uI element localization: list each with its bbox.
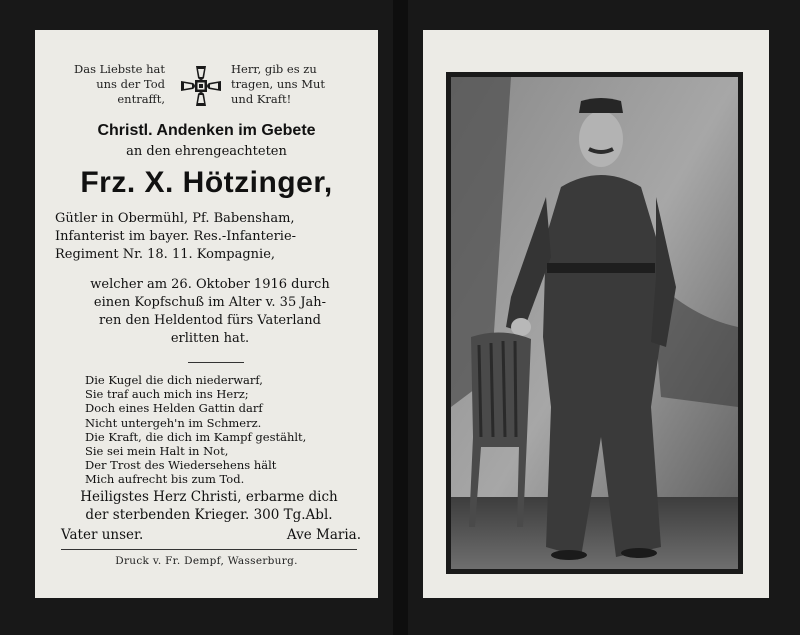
death-notice bbox=[55, 276, 365, 348]
verse-right bbox=[231, 62, 371, 107]
poem-line: Der Trost des Wiedersehens hält bbox=[85, 458, 277, 473]
description-line: Gütler in Obermühl, Pf. Babensham, bbox=[55, 211, 295, 226]
poem-line: Nicht untergeh'n im Schmerz. bbox=[85, 415, 262, 430]
verse-right-line: tragen, uns Mut bbox=[231, 77, 326, 91]
death-line: ren den Heldentod fürs Vaterland bbox=[99, 313, 321, 328]
verse-left-line: entrafft, bbox=[117, 92, 165, 106]
description-line: Infanterist im bayer. Res.-Infanterie- bbox=[55, 229, 297, 244]
ave-maria: Ave Maria. bbox=[286, 527, 361, 543]
verse-left-line: Das Liebste hat bbox=[74, 62, 165, 76]
poem-line: Sie traf auch mich ins Herz; bbox=[85, 387, 249, 402]
prayer-indulgence bbox=[59, 488, 359, 524]
deceased-name: Frz. X. Hötzinger, bbox=[80, 166, 333, 199]
poem-line: Die Kraft, die dich im Kampf gestählt, bbox=[85, 429, 307, 444]
andenken-heading: Christl. Andenken im Gebete bbox=[97, 122, 316, 139]
iron-cross-icon bbox=[179, 64, 223, 108]
death-line: erlitten hat. bbox=[170, 331, 250, 346]
ehren-line: an den ehrengeachteten bbox=[126, 144, 287, 159]
card-header bbox=[35, 60, 378, 120]
prayer-line: Heiligstes Herz Christi, erbarme dich bbox=[80, 489, 338, 505]
poem-line: Sie sei mein Halt in Not, bbox=[85, 444, 229, 459]
description-line: Regiment Nr. 18. 11. Kompagnie, bbox=[55, 247, 276, 262]
memorial-card-text-panel bbox=[35, 30, 378, 598]
deceased-description bbox=[55, 210, 365, 264]
verse-left bbox=[45, 62, 165, 107]
poem-line: Doch eines Helden Gattin darf bbox=[85, 401, 263, 416]
verse-right-line: und Kraft! bbox=[231, 92, 292, 106]
prayer-line: der sterbenden Krieger. 300 Tg.Abl. bbox=[85, 507, 333, 523]
verse-right-line: Herr, gib es zu bbox=[231, 62, 317, 76]
soldier-portrait bbox=[451, 77, 738, 569]
vater-unser: Vater unser. bbox=[61, 527, 144, 543]
poem-line: Mich aufrecht bis zum Tod. bbox=[85, 472, 245, 487]
poem-line: Die Kugel die dich niederwarf, bbox=[85, 373, 263, 387]
divider-long bbox=[61, 549, 357, 550]
verse-left-line: uns der Tod bbox=[96, 77, 165, 91]
card-fold bbox=[393, 0, 408, 635]
soldier-portrait-image bbox=[451, 77, 738, 569]
divider-short bbox=[188, 362, 244, 363]
death-line: einen Kopfschuß im Alter v. 35 Jah- bbox=[93, 295, 327, 310]
printer-credit: Druck v. Fr. Dempf, Wasserburg. bbox=[115, 555, 298, 567]
death-line: welcher am 26. Oktober 1916 durch bbox=[90, 277, 330, 292]
memorial-poem bbox=[85, 373, 306, 487]
